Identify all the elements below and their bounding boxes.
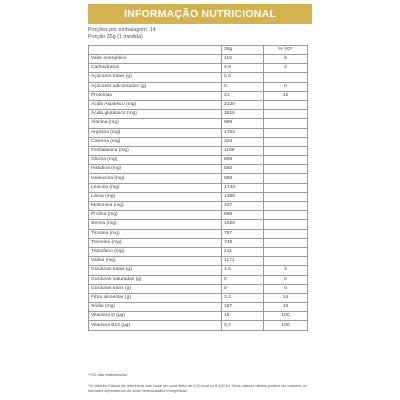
nutrient-name: Gorduras trans (g) [89,284,222,293]
nutrient-daily-value: 3 [264,266,308,275]
nutrient-daily-value [264,110,308,119]
nutrient-daily-value: 0 [264,284,308,293]
table-row [89,64,308,73]
nutrient-name: Arginina (mg) [89,128,222,137]
nutrient-name: Triptofano (mg) [89,247,222,256]
nutrient-daily-value: 10 [264,303,308,312]
nutrient-name: Leucina (mg) [89,183,222,192]
nutrient-amount: 1171 [222,257,264,266]
nutrient-amount: 757 [222,229,264,238]
table-row [89,146,308,155]
nutrient-daily-value: 2 [264,64,308,73]
nutrient-name: Gorduras saturadas (g) [89,275,222,284]
nutrient-daily-value [264,211,308,220]
nutrition-table [88,45,308,331]
nutrient-amount: 1169 [222,146,264,155]
nutrient-daily-value: 100 [264,321,308,330]
table-row [89,55,308,64]
nutrient-daily-value: 6 [264,55,308,64]
nutrient-name: Ácido glutâmico (mg) [89,110,222,119]
nutrient-amount: 0,3 [222,73,264,82]
nutrient-amount: 898 [222,211,264,220]
nutrient-name: Açúcares adicionados (g) [89,82,222,91]
table-row [89,119,308,128]
nutrient-amount: 806 [222,156,264,165]
nutrient-daily-value: 42 [264,91,308,100]
nutrient-name: Isoleucina (mg) [89,174,222,183]
servings-info [88,27,156,40]
nutrient-name: Glicina (mg) [89,156,222,165]
nutrient-name: Vitamina D (µg) [89,312,222,321]
nutrient-daily-value [264,202,308,211]
nutrient-amount: 1743 [222,183,264,192]
nutrient-name: Carboidratos [89,64,222,73]
nutrient-name: Vitamina B12 (µg) [89,321,222,330]
nutrient-daily-value [264,128,308,137]
table-row [89,192,308,201]
table-row [89,100,308,109]
nutrient-daily-value [264,146,308,155]
nutrient-amount: 1359 [222,192,264,201]
nutrient-amount: 3615 [222,110,264,119]
table-row [89,238,308,247]
nutrient-name: Metionina (mg) [89,202,222,211]
nutrition-title-banner [88,4,312,24]
table-row [89,257,308,266]
nutrient-amount: 211 [222,247,264,256]
nutrient-daily-value [264,119,308,128]
nutrient-name: Tirosina (mg) [89,229,222,238]
nutrient-name: Fibra alimentar (g) [89,293,222,302]
table-row [89,128,308,137]
nutrition-table-body [89,55,308,331]
nutrient-daily-value [264,183,308,192]
servings-per-package: Porções por embalagem: 14 [88,27,156,33]
table-row [89,110,308,119]
table-row [89,183,308,192]
nutrient-name: Treonina (mg) [89,238,222,247]
nutrient-daily-value [264,165,308,174]
column-header-daily-value: % VD* [264,46,308,55]
table-row [89,275,308,284]
table-row [89,156,308,165]
table-row [89,247,308,256]
nutrient-amount: 560 [222,165,264,174]
table-row [89,137,308,146]
nutrient-amount: 3,4 [222,293,264,302]
nutrient-amount: 989 [222,119,264,128]
nutrient-name: Açúcares totais (g) [89,73,222,82]
nutrient-name: Gorduras totais (g) [89,266,222,275]
nutrient-name: Ácido Aspártico (mg) [89,100,222,109]
nutrient-name: Cisteína (mg) [89,137,222,146]
nutrient-daily-value [264,73,308,82]
nutrient-amount: 2130 [222,100,264,109]
nutrient-amount: 4,6 [222,64,264,73]
nutrient-name: Lisina (mg) [89,192,222,201]
nutrient-name: Prolina (mg) [89,211,222,220]
nutrient-amount: 988 [222,174,264,183]
table-row [89,91,308,100]
nutrient-amount: 323 [222,137,264,146]
nutrient-amount: 0 [222,275,264,284]
table-row [89,312,308,321]
table-row [89,211,308,220]
table-row [89,220,308,229]
table-row [89,284,308,293]
nutrient-daily-value [264,247,308,256]
nutrient-daily-value [264,229,308,238]
nutrient-name: Alanina (mg) [89,119,222,128]
nutrient-name: Valina (mg) [89,257,222,266]
nutrient-daily-value [264,137,308,146]
nutrient-amount: 1764 [222,128,264,137]
portion-size: Porção 35g (1 medida) [88,33,143,40]
nutrient-name: Serina (mg) [89,220,222,229]
nutrient-amount: 337 [222,202,264,211]
nutrient-amount: 197 [222,303,264,312]
table-row [89,321,308,330]
nutrient-daily-value: 0 [264,275,308,284]
footnote-not-established: **VD não estabelecido [88,372,127,377]
nutrient-amount: 2,4 [222,321,264,330]
nutrient-amount: 0 [222,284,264,293]
nutrient-daily-value [264,174,308,183]
nutrient-daily-value [264,156,308,165]
nutrient-amount: 0 [222,82,264,91]
table-row [89,266,308,275]
nutrient-daily-value: 0 [264,82,308,91]
footnotes [88,372,310,393]
nutrient-amount: 1029 [222,220,264,229]
table-header-row [89,46,308,55]
table-row [89,82,308,91]
nutrient-name: Valor energético [89,55,222,64]
table-row [89,73,308,82]
column-header-nutrient [89,46,222,55]
nutrient-daily-value [264,238,308,247]
table-row [89,293,308,302]
nutrient-daily-value: 14 [264,293,308,302]
nutrient-name: Fenilalanina (mg) [89,146,222,155]
nutrient-amount: 118 [222,55,264,64]
nutrient-daily-value: 100 [264,312,308,321]
nutrient-name: Sódio (mg) [89,303,222,312]
table-row [89,303,308,312]
nutrient-amount: 15 [222,312,264,321]
footnote-daily-values: *% Valores Diários de referência com base em uma dieta de 2.00 kcal ou 8.400 kJ. Seus valores diários podem ser maiores ou menores dependendo de suas necessidades energéticas. [88,383,307,393]
column-header-amount: 35g [222,46,264,55]
nutrient-daily-value [264,257,308,266]
table-row [89,229,308,238]
nutrition-title: INFORMAÇÃO NUTRICIONAL [124,8,276,20]
table-row [89,174,308,183]
nutrient-amount: 1,6 [222,266,264,275]
nutrient-daily-value [264,192,308,201]
nutrient-name: Proteínas [89,91,222,100]
nutrient-amount: 21 [222,91,264,100]
nutrient-daily-value [264,100,308,109]
nutrient-amount: 746 [222,238,264,247]
nutrient-daily-value [264,220,308,229]
nutrient-name: Histidina (mg) [89,165,222,174]
table-row [89,202,308,211]
table-row [89,165,308,174]
